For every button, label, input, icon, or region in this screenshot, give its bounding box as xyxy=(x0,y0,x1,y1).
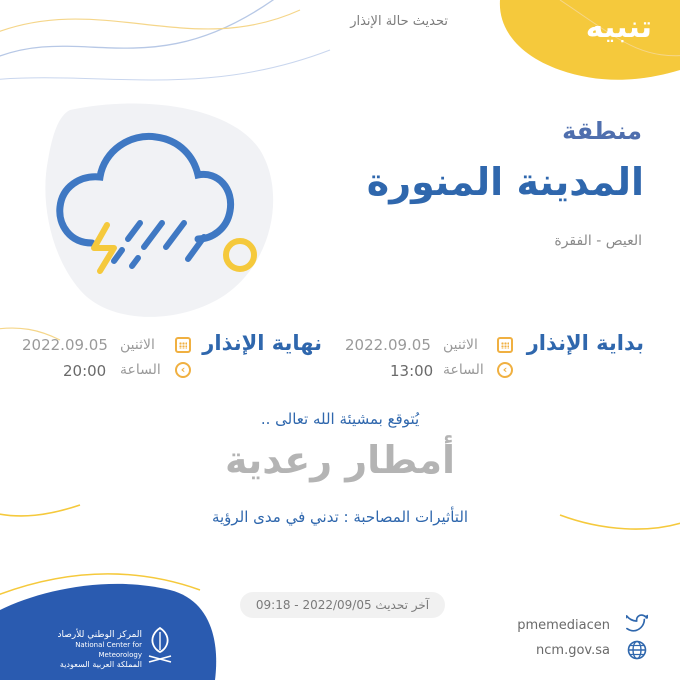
forecast-phenomenon: أمطار رعدية xyxy=(224,438,456,482)
warning-start-time: 13:00 xyxy=(390,362,434,380)
org-country-ar: المملكة العربية السعودية xyxy=(59,660,142,669)
alert-badge: تنبيه xyxy=(585,10,652,45)
organization-name xyxy=(30,630,142,670)
twitter-handle[interactable]: pmemediacen xyxy=(517,618,610,633)
org-name-en: National Center for Meteorology xyxy=(75,641,142,659)
clock-icon: ‹ xyxy=(175,362,191,378)
org-name-ar: المركز الوطني للأرصاد xyxy=(57,630,142,640)
warning-start-date: 2022.09.05 xyxy=(345,336,431,354)
warning-end-time: 20:00 xyxy=(63,362,107,380)
calendar-icon xyxy=(497,337,513,353)
thunderstorm-rain-icon xyxy=(52,125,267,285)
forecast-intro: يُتوقع بمشيئة الله تعالى .. xyxy=(260,410,420,428)
forecast-effects: التأثيرات المصاحبة : تدني في مدى الرؤية xyxy=(211,508,469,526)
last-update-pill: آخر تحديث 2022/09/05 - 09:18 xyxy=(240,592,445,618)
warning-end-time-label: الساعة xyxy=(120,362,161,378)
region-keyword: منطقة xyxy=(562,117,642,145)
warning-end-day: الاثنين xyxy=(120,337,155,353)
website-link[interactable]: ncm.gov.sa xyxy=(536,643,610,658)
update-status-label: تحديث حالة الإنذار xyxy=(350,14,448,29)
warning-start-label: بداية الإنذار xyxy=(526,331,644,355)
affected-subareas: العيص - الفقرة xyxy=(554,233,642,249)
warning-start-time-label: الساعة xyxy=(443,362,484,378)
clock-icon: ‹ xyxy=(497,362,513,378)
globe-icon[interactable] xyxy=(627,640,647,660)
warning-end-label: نهاية الإنذار xyxy=(202,331,322,355)
warning-end-date: 2022.09.05 xyxy=(22,336,108,354)
ncm-emblem-icon xyxy=(143,626,177,664)
twitter-icon[interactable] xyxy=(626,614,648,634)
warning-start-day: الاثنين xyxy=(443,337,478,353)
region-name: المدينة المنورة xyxy=(366,160,644,204)
calendar-icon xyxy=(175,337,191,353)
